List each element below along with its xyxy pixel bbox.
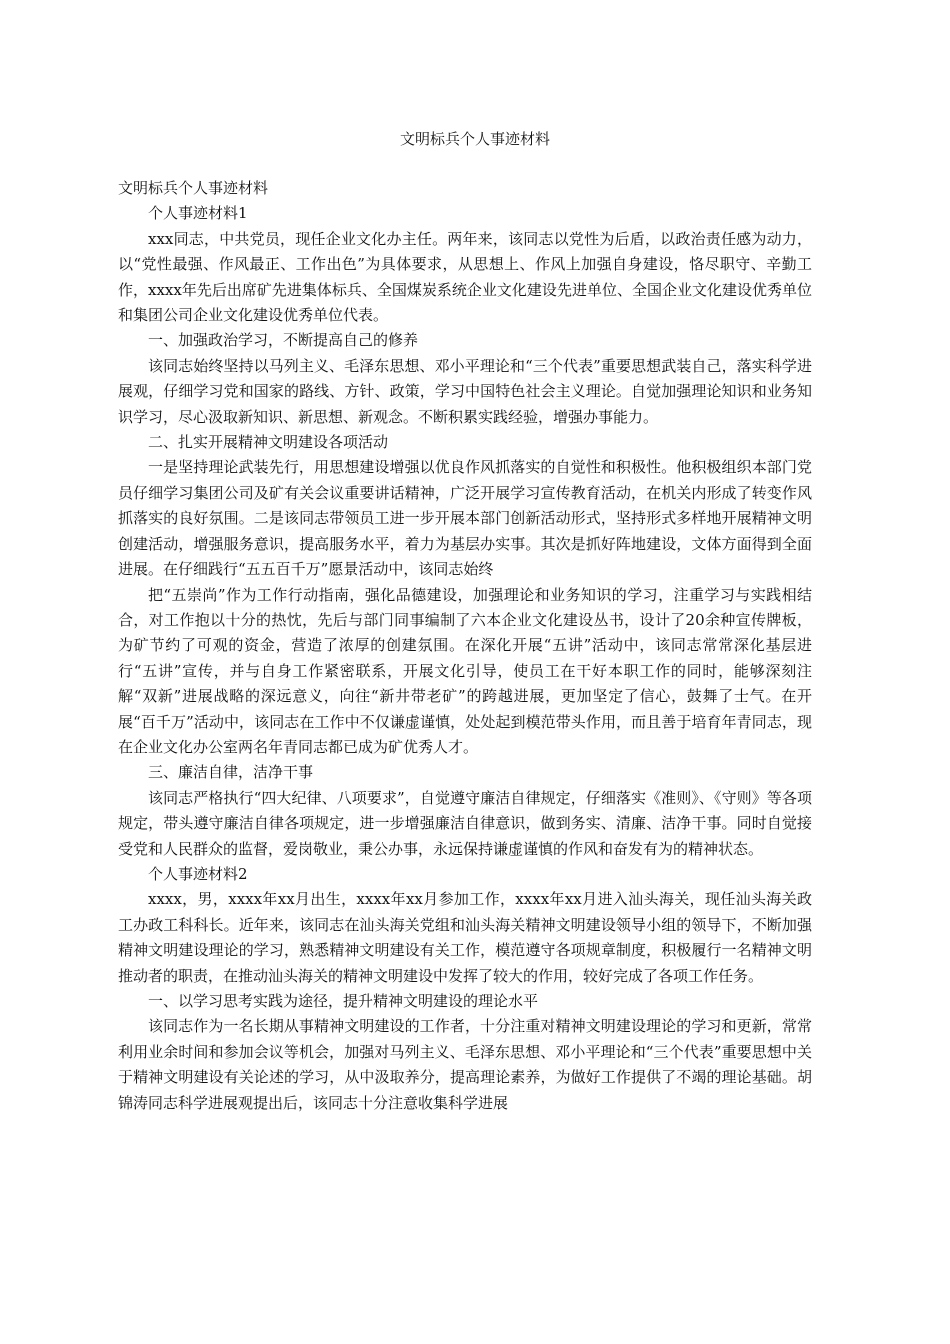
paragraph: 该同志始终坚持以马列主义、毛泽东思想、邓小平理论和“三个代表”重要思想武装自己，落实科学进展观，仔细学习党和国家的路线、方针、政策，学习中国特色社会主义理论。自觉加强理论知识和业务知识学习，尽心汲取新知识、新思想、新观念。不断积累实践经验，增强办事能力。 bbox=[118, 356, 812, 426]
document-body bbox=[118, 176, 812, 1116]
section-heading: 个人事迹材料1 bbox=[148, 204, 248, 223]
subtitle: 文明标兵个人事迹材料 bbox=[118, 179, 269, 197]
paragraph: 把“五崇尚”作为工作行动指南，强化品德建设，加强理论和业务知识的学习，注重学习与实践相结合，对工作抱以十分的热忱，先后与部门同事编制了六本企业文化建设丛书，设计了20余种宣传牌板，为矿节约了可观的资金，营造了浓厚的创建氛围。在深化开展“五讲”活动中，该同志常常深化基层进行“五讲”宣传，并与自身工作紧密联系，开展文化引导，使员工在干好本职工作的同时，能够深刻注解“双新”进展战略的深远意义，向往“新井带老矿”的跨越进展，更加坚定了信心，鼓舞了士气。在开展“百千万”活动中，该同志在工作中不仅谦虚谨慎，处处起到模范带头作用，而且善于培育年青同志，现在企业文化办公室两名年青同志都已成为矿优秀人才。 bbox=[118, 585, 812, 756]
paragraph: 该同志严格执行“四大纪律、八项要求”，自觉遵守廉洁自律规定，仔细落实《准则》、《守则》等各项规定，带头遵守廉洁自律各项规定，进一步增强廉洁自律意识，做到务实、清廉、洁净干事。同时自觉接受党和人民群众的监督，爱岗敬业，秉公办事，永远保持谦虚谨慎的作风和奋发有为的精神状态。 bbox=[118, 788, 812, 858]
document-title: 文明标兵个人事迹材料 bbox=[399, 130, 550, 148]
section-heading: 一、以学习思考实践为途径，提升精神文明建设的理论水平 bbox=[148, 992, 539, 1010]
section-heading: 三、廉洁自律，洁净干事 bbox=[148, 763, 314, 782]
section-heading: 一、加强政治学习，不断提高自己的修养 bbox=[148, 331, 419, 350]
paragraph: xxx同志，中共党员，现任企业文化办主任。两年来，该同志以党性为后盾，以政治责任感为动力，以“党性最强、作风最正、工作出色”为具体要求，从思想上、作风上加强自身建设，恪尽职守、辛勤工作，xxxx年先后出席矿先进集体标兵、全国煤炭系统企业文化建设先进单位、全国企业文化建设优秀单位和集团公司企业文化建设优秀单位代表。 bbox=[118, 229, 812, 325]
paragraph: 一是坚持理论武装先行，用思想建设增强以优良作风抓落实的自觉性和积极性。他积极组织本部门党员仔细学习集团公司及矿有关会议重要讲话精神，广泛开展学习宣传教育活动，在机关内形成了转变作风抓落实的良好氛围。二是该同志带领员工进一步开展本部门创新活动形式，坚持形式多样地开展精神文明创建活动，增强服务意识，提高服务水平，着力为基层办实事。其次是抓好阵地建设，文体方面得到全面进展。在仔细践行“五五百千万”愿景活动中，该同志始终 bbox=[118, 458, 812, 579]
paragraph: 该同志作为一名长期从事精神文明建设的工作者，十分注重对精神文明建设理论的学习和更新，常常利用业余时间和参加会议等机会，加强对马列主义、毛泽东思想、邓小平理论和“三个代表”重要思想中关于精神文明建设有关论述的学习，从中汲取养分，提高理论素养，为做好工作提供了不竭的理论基础。胡锦涛同志科学进展观提出后，该同志十分注意收集科学进展 bbox=[118, 1017, 812, 1112]
paragraph: xxxx，男，xxxx年xx月出生，xxxx年xx月参加工作，xxxx年xx月进入汕头海关，现任汕头海关政工办政工科科长。近年来，该同志在汕头海关党组和汕头海关精神文明建设领导小组的领导下，不断加强精神文明建设理论的学习，熟悉精神文明建设有关工作，模范遵守各项规章制度，积极履行一名精神文明推动者的职责，在推动汕头海关的精神文明建设中发挥了较大的作用，较好完成了各项工作任务。 bbox=[118, 890, 812, 985]
section-heading: 个人事迹材料2 bbox=[148, 864, 248, 883]
section-heading: 二、扎实开展精神文明建设各项活动 bbox=[148, 433, 389, 452]
